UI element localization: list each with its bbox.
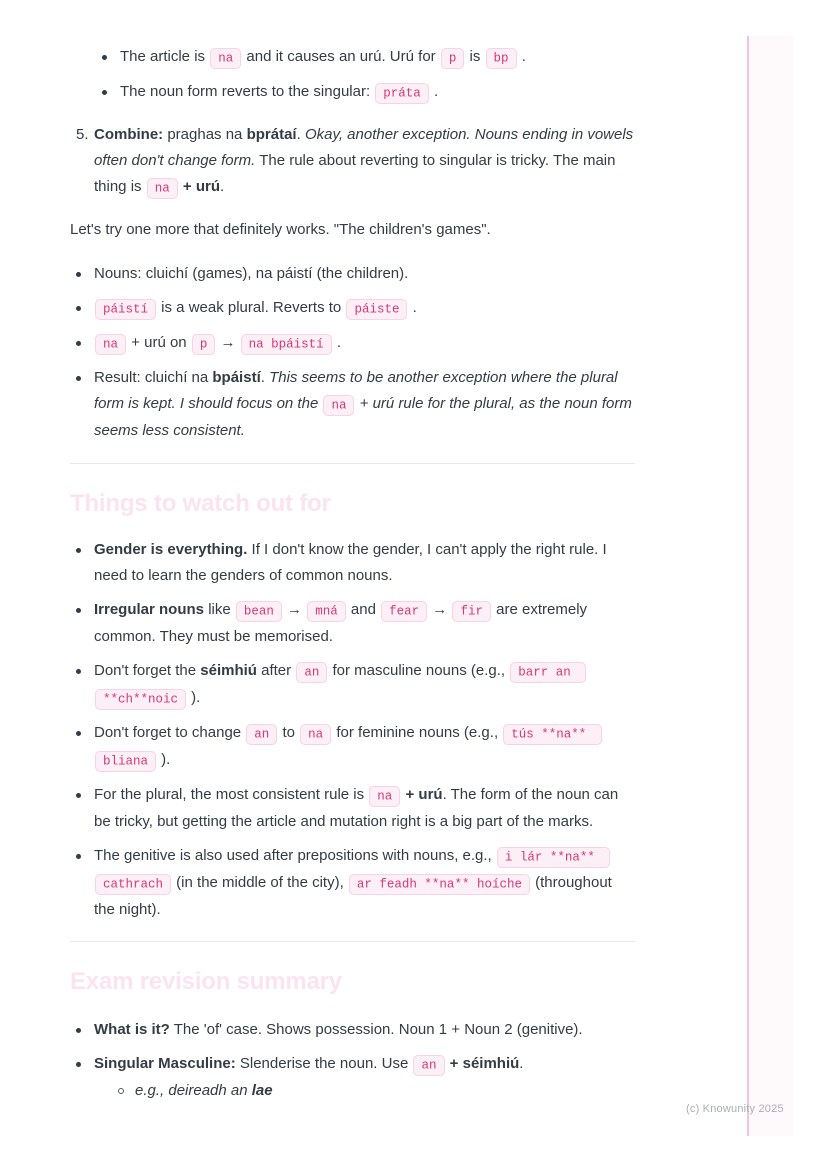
bullet-list-watch-out <box>70 537 635 923</box>
text: to <box>278 724 300 741</box>
bold-text: bpáistí <box>212 369 261 386</box>
list-item <box>70 782 635 835</box>
list-item <box>70 537 635 589</box>
bold-text: + urú <box>182 178 220 195</box>
text: Nouns: cluichí (games), na páistí (the children). <box>94 265 409 282</box>
page-edge-tint <box>749 36 793 1136</box>
code-chip: p <box>441 48 465 69</box>
code-chip: páistí <box>95 299 156 320</box>
bullet-list-sub <box>111 1078 635 1104</box>
list-item <box>70 1051 635 1104</box>
text: and <box>346 601 381 618</box>
code-chip: an <box>413 1055 444 1076</box>
text: The 'of' case. Shows possession. Noun 1 + Noun 2 (genitive). <box>169 1021 583 1038</box>
code-chip: fir <box>452 601 491 622</box>
code-chip: i lár **na** cathrach <box>95 847 610 895</box>
text: . The form of the noun can be tricky, but getting the article and mutation right is a big part of the marks. <box>94 786 619 830</box>
list-item <box>70 365 635 444</box>
watermark: (c) Knowunity 2025 <box>686 1103 784 1115</box>
text: . <box>219 178 225 195</box>
text: is <box>465 48 485 65</box>
code-chip: an <box>246 724 277 745</box>
section-heading-exam-summary: Exam revision summary <box>70 968 342 995</box>
text: praghas na <box>163 126 247 143</box>
text: . <box>429 83 439 100</box>
text: after <box>256 662 296 679</box>
text: are extremely common. They must be memorised. <box>94 601 588 645</box>
code-chip: bp <box>486 48 517 69</box>
text: Result: cluichí na <box>94 369 213 386</box>
list-item <box>96 79 635 106</box>
text: . <box>519 1055 524 1072</box>
arrow-text: → <box>216 334 240 351</box>
text: The genitive is also used after prepositions with nouns, e.g., <box>94 847 496 864</box>
bold-text: What is it? <box>94 1021 170 1038</box>
code-chip: na <box>95 334 126 355</box>
text: Slenderise the noun. Use <box>235 1055 413 1072</box>
text: The noun form reverts to the singular: <box>120 83 375 100</box>
text: (in the middle of the city), <box>172 874 348 891</box>
list-item <box>70 720 635 774</box>
bold-text: bprátaí <box>246 126 297 143</box>
code-chip: páiste <box>346 299 407 320</box>
list-item <box>70 295 635 322</box>
text: . <box>517 48 526 65</box>
text: Don't forget to change <box>94 724 246 741</box>
list-number: 5. <box>76 126 89 143</box>
code-chip: na <box>323 395 354 416</box>
paragraph: Let's try one more that definitely works. "The children's games". <box>70 221 491 238</box>
code-chip: an <box>296 662 327 683</box>
text: + urú on <box>127 334 191 351</box>
text: (throughout the night). <box>94 874 612 918</box>
code-chip: práta <box>375 83 429 104</box>
list-item <box>70 843 635 923</box>
list-item <box>70 261 635 287</box>
code-chip: fear <box>381 601 427 622</box>
italic-text: + urú rule for the plural, as the noun form seems less consistent. <box>94 395 632 439</box>
list-item <box>96 44 635 71</box>
code-chip: na bpáistí <box>241 334 332 355</box>
code-chip: na <box>300 724 331 745</box>
bold-text: + séimhiú <box>449 1055 520 1072</box>
text: The rule about reverting to singular is tricky. The main thing is <box>94 152 616 195</box>
list-item <box>70 658 635 712</box>
bold-text: Gender is everything. <box>94 541 248 558</box>
code-chip: na <box>147 178 178 199</box>
text: . <box>296 126 305 143</box>
code-chip: na <box>210 48 241 69</box>
text: ). <box>187 689 201 706</box>
code-chip: barr an **ch**noic <box>95 662 586 710</box>
numbered-item-5 <box>70 122 635 201</box>
text: For the plural, the most consistent rule is <box>94 786 369 803</box>
document-page <box>70 30 635 1112</box>
section-divider <box>70 463 635 464</box>
text: is a weak plural. Reverts to <box>157 299 346 316</box>
text: like <box>204 601 235 618</box>
code-chip: bean <box>236 601 282 622</box>
bold-text: séimhiú <box>200 662 257 679</box>
code-chip: tús **na** bliana <box>95 724 602 772</box>
text: . <box>408 299 417 316</box>
text: for feminine nouns (e.g., <box>332 724 503 741</box>
text: . <box>260 369 270 386</box>
bullet-list-top <box>96 44 635 106</box>
italic-text: This seems to be another exception where the plural form is kept. I should focus on the <box>94 369 618 412</box>
text: Don't forget the <box>94 662 201 679</box>
list-item <box>70 330 635 357</box>
code-chip: p <box>192 334 216 355</box>
bold-italic-text: lae <box>251 1082 273 1099</box>
code-chip: ar feadh **na** hoíche <box>349 874 530 895</box>
text: and it causes an urú. Urú for <box>242 48 440 65</box>
italic-text: e.g., deireadh an <box>135 1082 252 1099</box>
bullet-list-example <box>70 261 635 444</box>
italic-text: Okay, another exception. Nouns ending in vowels often don't change form. <box>94 126 634 169</box>
page-edge-line <box>747 36 749 1136</box>
sub-list-item <box>111 1078 635 1104</box>
text: If I don't know the gender, I can't apply the right rule. I need to learn the genders of common nouns. <box>94 541 607 584</box>
text: The article is <box>120 48 210 65</box>
text: . <box>332 334 342 351</box>
text: for masculine nouns (e.g., <box>328 662 510 679</box>
bullet-list-exam <box>70 1017 635 1104</box>
section-divider <box>70 941 635 942</box>
bold-text: Irregular nouns <box>94 601 205 618</box>
text: ). <box>157 751 171 768</box>
bold-text: Singular Masculine: <box>94 1055 236 1072</box>
section-heading-things-to-watch: Things to watch out for <box>70 490 331 517</box>
code-chip: mná <box>307 601 346 622</box>
code-chip: na <box>369 786 400 807</box>
bold-text: + urú <box>405 786 443 803</box>
arrow-text: → <box>428 601 452 618</box>
list-item <box>70 1017 635 1043</box>
bold-text: Combine: <box>94 126 164 143</box>
list-item <box>70 597 635 650</box>
arrow-text: → <box>282 601 307 618</box>
